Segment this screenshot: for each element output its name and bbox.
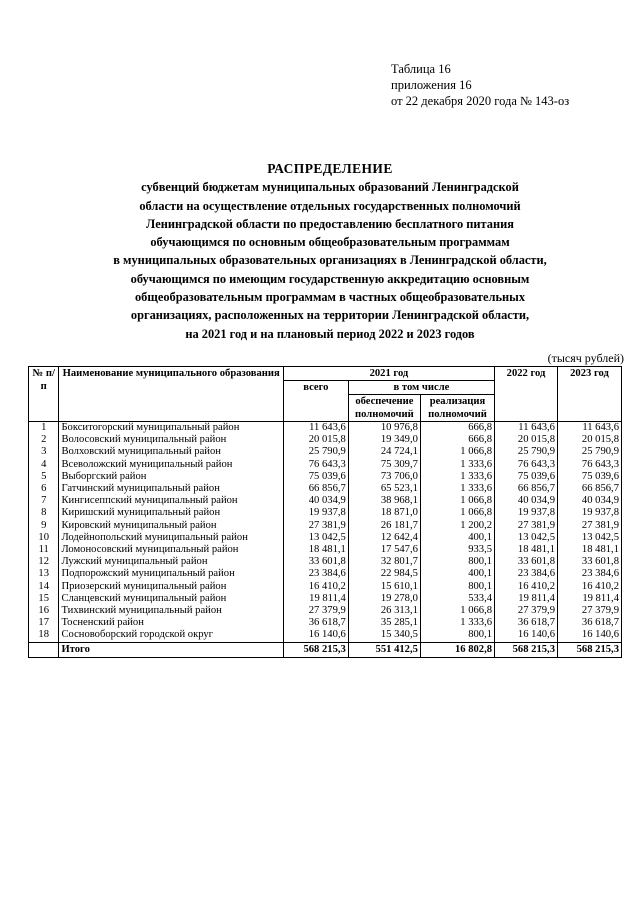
table-row	[29, 446, 622, 458]
municipality-name-cell: Кингисеппский муниципальный район	[59, 495, 283, 507]
table-row	[29, 629, 622, 642]
year-2023-cell: 36 618,7	[557, 617, 621, 629]
row-number-cell: 4	[29, 459, 59, 471]
total-cell: 16 410,2	[283, 581, 348, 593]
municipality-name-cell: Выборгский район	[59, 471, 283, 483]
table-row	[29, 593, 622, 605]
table-row	[29, 617, 622, 629]
total-2023-cell: 568 215,3	[557, 642, 621, 657]
municipality-name-cell: Всеволожский муниципальный район	[59, 459, 283, 471]
table-row	[29, 483, 622, 495]
row-number-cell: 18	[29, 629, 59, 642]
year-2022-cell: 19 937,8	[495, 507, 558, 519]
provision-cell: 26 313,1	[348, 605, 420, 617]
provision-cell: 75 309,7	[348, 459, 420, 471]
row-number-cell: 9	[29, 520, 59, 532]
total-cell: 27 379,9	[283, 605, 348, 617]
year-2022-cell: 19 811,4	[495, 593, 558, 605]
year-2022-cell: 23 384,6	[495, 568, 558, 580]
year-2022-cell: 40 034,9	[495, 495, 558, 507]
row-number-cell: 2	[29, 434, 59, 446]
document-reference	[391, 61, 569, 109]
total-cell: 19 937,8	[283, 507, 348, 519]
total-2022-cell: 568 215,3	[495, 642, 558, 657]
year-2023-cell: 16 140,6	[557, 629, 621, 642]
total-cell: 66 856,7	[283, 483, 348, 495]
table-row	[29, 434, 622, 446]
year-2022-cell: 33 601,8	[495, 556, 558, 568]
municipality-name-cell: Подпорожский муниципальный район	[59, 568, 283, 580]
header-name: Наименование муниципального образования	[59, 367, 283, 422]
municipality-name-cell: Лужский муниципальный район	[59, 556, 283, 568]
year-2022-cell: 18 481,1	[495, 544, 558, 556]
provision-cell: 15 340,5	[348, 629, 420, 642]
row-number-cell: 1	[29, 422, 59, 435]
realization-cell: 400,1	[420, 568, 494, 580]
year-2023-cell: 25 790,9	[557, 446, 621, 458]
provision-cell: 15 610,1	[348, 581, 420, 593]
total-cell: 18 481,1	[283, 544, 348, 556]
total-cell: 23 384,6	[283, 568, 348, 580]
year-2023-cell: 27 381,9	[557, 520, 621, 532]
year-2023-cell: 33 601,8	[557, 556, 621, 568]
municipality-name-cell: Тосненский район	[59, 617, 283, 629]
table-row	[29, 471, 622, 483]
provision-cell: 12 642,4	[348, 532, 420, 544]
table-row	[29, 544, 622, 556]
table-row	[29, 556, 622, 568]
total-cell: 40 034,9	[283, 495, 348, 507]
header-realization: реализация полномочий	[420, 395, 494, 422]
realization-cell: 1 200,2	[420, 520, 494, 532]
table-row	[29, 495, 622, 507]
realization-cell: 800,1	[420, 629, 494, 642]
title-line: обучающимся по основным общеобразовательным программам	[150, 235, 510, 250]
total-cell: 13 042,5	[283, 532, 348, 544]
provision-cell: 19 349,0	[348, 434, 420, 446]
header-2021: 2021 год	[283, 367, 494, 381]
total-cell: 20 015,8	[283, 434, 348, 446]
provision-cell: 17 547,6	[348, 544, 420, 556]
title-line: субвенций бюджетам муниципальных образований Ленинградской	[141, 180, 519, 195]
units-label: (тысяч рублей)	[547, 351, 624, 365]
row-number-cell: 11	[29, 544, 59, 556]
table-number: Таблица 16	[391, 62, 451, 76]
municipality-name-cell: Бокситогорский муниципальный район	[59, 422, 283, 435]
realization-cell: 1 333,6	[420, 483, 494, 495]
municipality-name-cell: Приозерский муниципальный район	[59, 581, 283, 593]
title-heading: РАСПРЕДЕЛЕНИЕ	[267, 161, 393, 176]
total-cell: 27 381,9	[283, 520, 348, 532]
row-number-cell: 7	[29, 495, 59, 507]
year-2022-cell: 27 379,9	[495, 605, 558, 617]
municipality-name-cell: Волосовский муниципальный район	[59, 434, 283, 446]
row-number-cell: 16	[29, 605, 59, 617]
provision-cell: 18 871,0	[348, 507, 420, 519]
realization-cell: 800,1	[420, 556, 494, 568]
municipality-name-cell: Ломоносовский муниципальный район	[59, 544, 283, 556]
appendix-number: приложения 16	[391, 78, 472, 92]
realization-cell: 800,1	[420, 581, 494, 593]
total-realization-cell: 16 802,8	[420, 642, 494, 657]
total-provision-cell: 551 412,5	[348, 642, 420, 657]
row-number-cell: 8	[29, 507, 59, 519]
provision-cell: 35 285,1	[348, 617, 420, 629]
table-row	[29, 568, 622, 580]
year-2023-cell: 19 937,8	[557, 507, 621, 519]
document-title	[40, 160, 620, 343]
row-number-cell: 13	[29, 568, 59, 580]
table-row	[29, 581, 622, 593]
municipality-name-cell: Волховский муниципальный район	[59, 446, 283, 458]
realization-cell: 1 333,6	[420, 471, 494, 483]
header-including: в том числе	[348, 381, 494, 395]
row-number-cell: 10	[29, 532, 59, 544]
year-2022-cell: 27 381,9	[495, 520, 558, 532]
year-2022-cell: 75 039,6	[495, 471, 558, 483]
realization-cell: 933,5	[420, 544, 494, 556]
title-line: Ленинградской области по предоставлению бесплатного питания	[146, 216, 514, 231]
total-cell: 25 790,9	[283, 446, 348, 458]
header-2022: 2022 год	[495, 367, 558, 422]
realization-cell: 400,1	[420, 532, 494, 544]
year-2023-cell: 40 034,9	[557, 495, 621, 507]
total-cell: 33 601,8	[283, 556, 348, 568]
year-2022-cell: 25 790,9	[495, 446, 558, 458]
municipality-name-cell: Киришский муниципальный район	[59, 507, 283, 519]
header-total: всего	[283, 381, 348, 422]
total-cell: 76 643,3	[283, 459, 348, 471]
provision-cell: 65 523,1	[348, 483, 420, 495]
realization-cell: 1 333,6	[420, 459, 494, 471]
municipality-name-cell: Сланцевский муниципальный район	[59, 593, 283, 605]
table-row	[29, 520, 622, 532]
municipality-name-cell: Сосновоборский городской округ	[59, 629, 283, 642]
year-2022-cell: 16 140,6	[495, 629, 558, 642]
realization-cell: 666,8	[420, 422, 494, 435]
year-2022-cell: 20 015,8	[495, 434, 558, 446]
provision-cell: 19 278,0	[348, 593, 420, 605]
title-line: на 2021 год и на плановый период 2022 и 2023 годов	[185, 326, 475, 341]
table-row	[29, 605, 622, 617]
realization-cell: 1 066,8	[420, 495, 494, 507]
year-2022-cell: 16 410,2	[495, 581, 558, 593]
header-provision: обеспечение полномочий	[348, 395, 420, 422]
provision-cell: 38 968,1	[348, 495, 420, 507]
realization-cell: 1 066,8	[420, 605, 494, 617]
municipality-name-cell: Кировский муниципальный район	[59, 520, 283, 532]
total-cell: 36 618,7	[283, 617, 348, 629]
year-2023-cell: 18 481,1	[557, 544, 621, 556]
year-2022-cell: 66 856,7	[495, 483, 558, 495]
year-2023-cell: 75 039,6	[557, 471, 621, 483]
header-number: № п/п	[29, 367, 59, 422]
year-2023-cell: 19 811,4	[557, 593, 621, 605]
provision-cell: 22 984,5	[348, 568, 420, 580]
year-2023-cell: 16 410,2	[557, 581, 621, 593]
realization-cell: 533,4	[420, 593, 494, 605]
distribution-table	[28, 366, 622, 658]
municipality-name-cell: Гатчинский муниципальный район	[59, 483, 283, 495]
year-2022-cell: 76 643,3	[495, 459, 558, 471]
municipality-name-cell: Тихвинский муниципальный район	[59, 605, 283, 617]
law-reference: от 22 декабря 2020 года № 143-оз	[391, 94, 570, 108]
total-value-cell: 568 215,3	[283, 642, 348, 657]
year-2022-cell: 36 618,7	[495, 617, 558, 629]
table-row	[29, 507, 622, 519]
title-line: области на осуществление отдельных государственных полномочий	[139, 198, 521, 213]
provision-cell: 32 801,7	[348, 556, 420, 568]
total-number-cell	[29, 642, 59, 657]
year-2023-cell: 11 643,6	[557, 422, 621, 435]
provision-cell: 24 724,1	[348, 446, 420, 458]
row-number-cell: 6	[29, 483, 59, 495]
row-number-cell: 17	[29, 617, 59, 629]
total-cell: 11 643,6	[283, 422, 348, 435]
total-cell: 75 039,6	[283, 471, 348, 483]
table-body	[29, 422, 622, 643]
realization-cell: 1 333,6	[420, 617, 494, 629]
year-2023-cell: 66 856,7	[557, 483, 621, 495]
provision-cell: 26 181,7	[348, 520, 420, 532]
year-2022-cell: 13 042,5	[495, 532, 558, 544]
title-line: в муниципальных образовательных организациях в Ленинградской области,	[113, 253, 547, 268]
title-line: организациях, расположенных на территории Ленинградской области,	[130, 308, 530, 323]
year-2022-cell: 11 643,6	[495, 422, 558, 435]
row-number-cell: 15	[29, 593, 59, 605]
title-line: обучающимся по имеющим государственную аккредитацию основным	[130, 271, 530, 286]
row-number-cell: 14	[29, 581, 59, 593]
total-cell: 19 811,4	[283, 593, 348, 605]
realization-cell: 1 066,8	[420, 446, 494, 458]
total-label: Итого	[59, 642, 283, 657]
row-number-cell: 3	[29, 446, 59, 458]
table-row	[29, 459, 622, 471]
table-row	[29, 532, 622, 544]
provision-cell: 73 706,0	[348, 471, 420, 483]
total-row	[29, 642, 622, 657]
year-2023-cell: 20 015,8	[557, 434, 621, 446]
header-2023: 2023 год	[557, 367, 621, 422]
year-2023-cell: 76 643,3	[557, 459, 621, 471]
year-2023-cell: 23 384,6	[557, 568, 621, 580]
title-line: общеобразовательным программам в частных общеобразовательных	[134, 290, 526, 305]
provision-cell: 10 976,8	[348, 422, 420, 435]
row-number-cell: 5	[29, 471, 59, 483]
municipality-name-cell: Лодейнопольский муниципальный район	[59, 532, 283, 544]
year-2023-cell: 27 379,9	[557, 605, 621, 617]
total-cell: 16 140,6	[283, 629, 348, 642]
realization-cell: 666,8	[420, 434, 494, 446]
year-2023-cell: 13 042,5	[557, 532, 621, 544]
row-number-cell: 12	[29, 556, 59, 568]
realization-cell: 1 066,8	[420, 507, 494, 519]
table-row	[29, 422, 622, 435]
